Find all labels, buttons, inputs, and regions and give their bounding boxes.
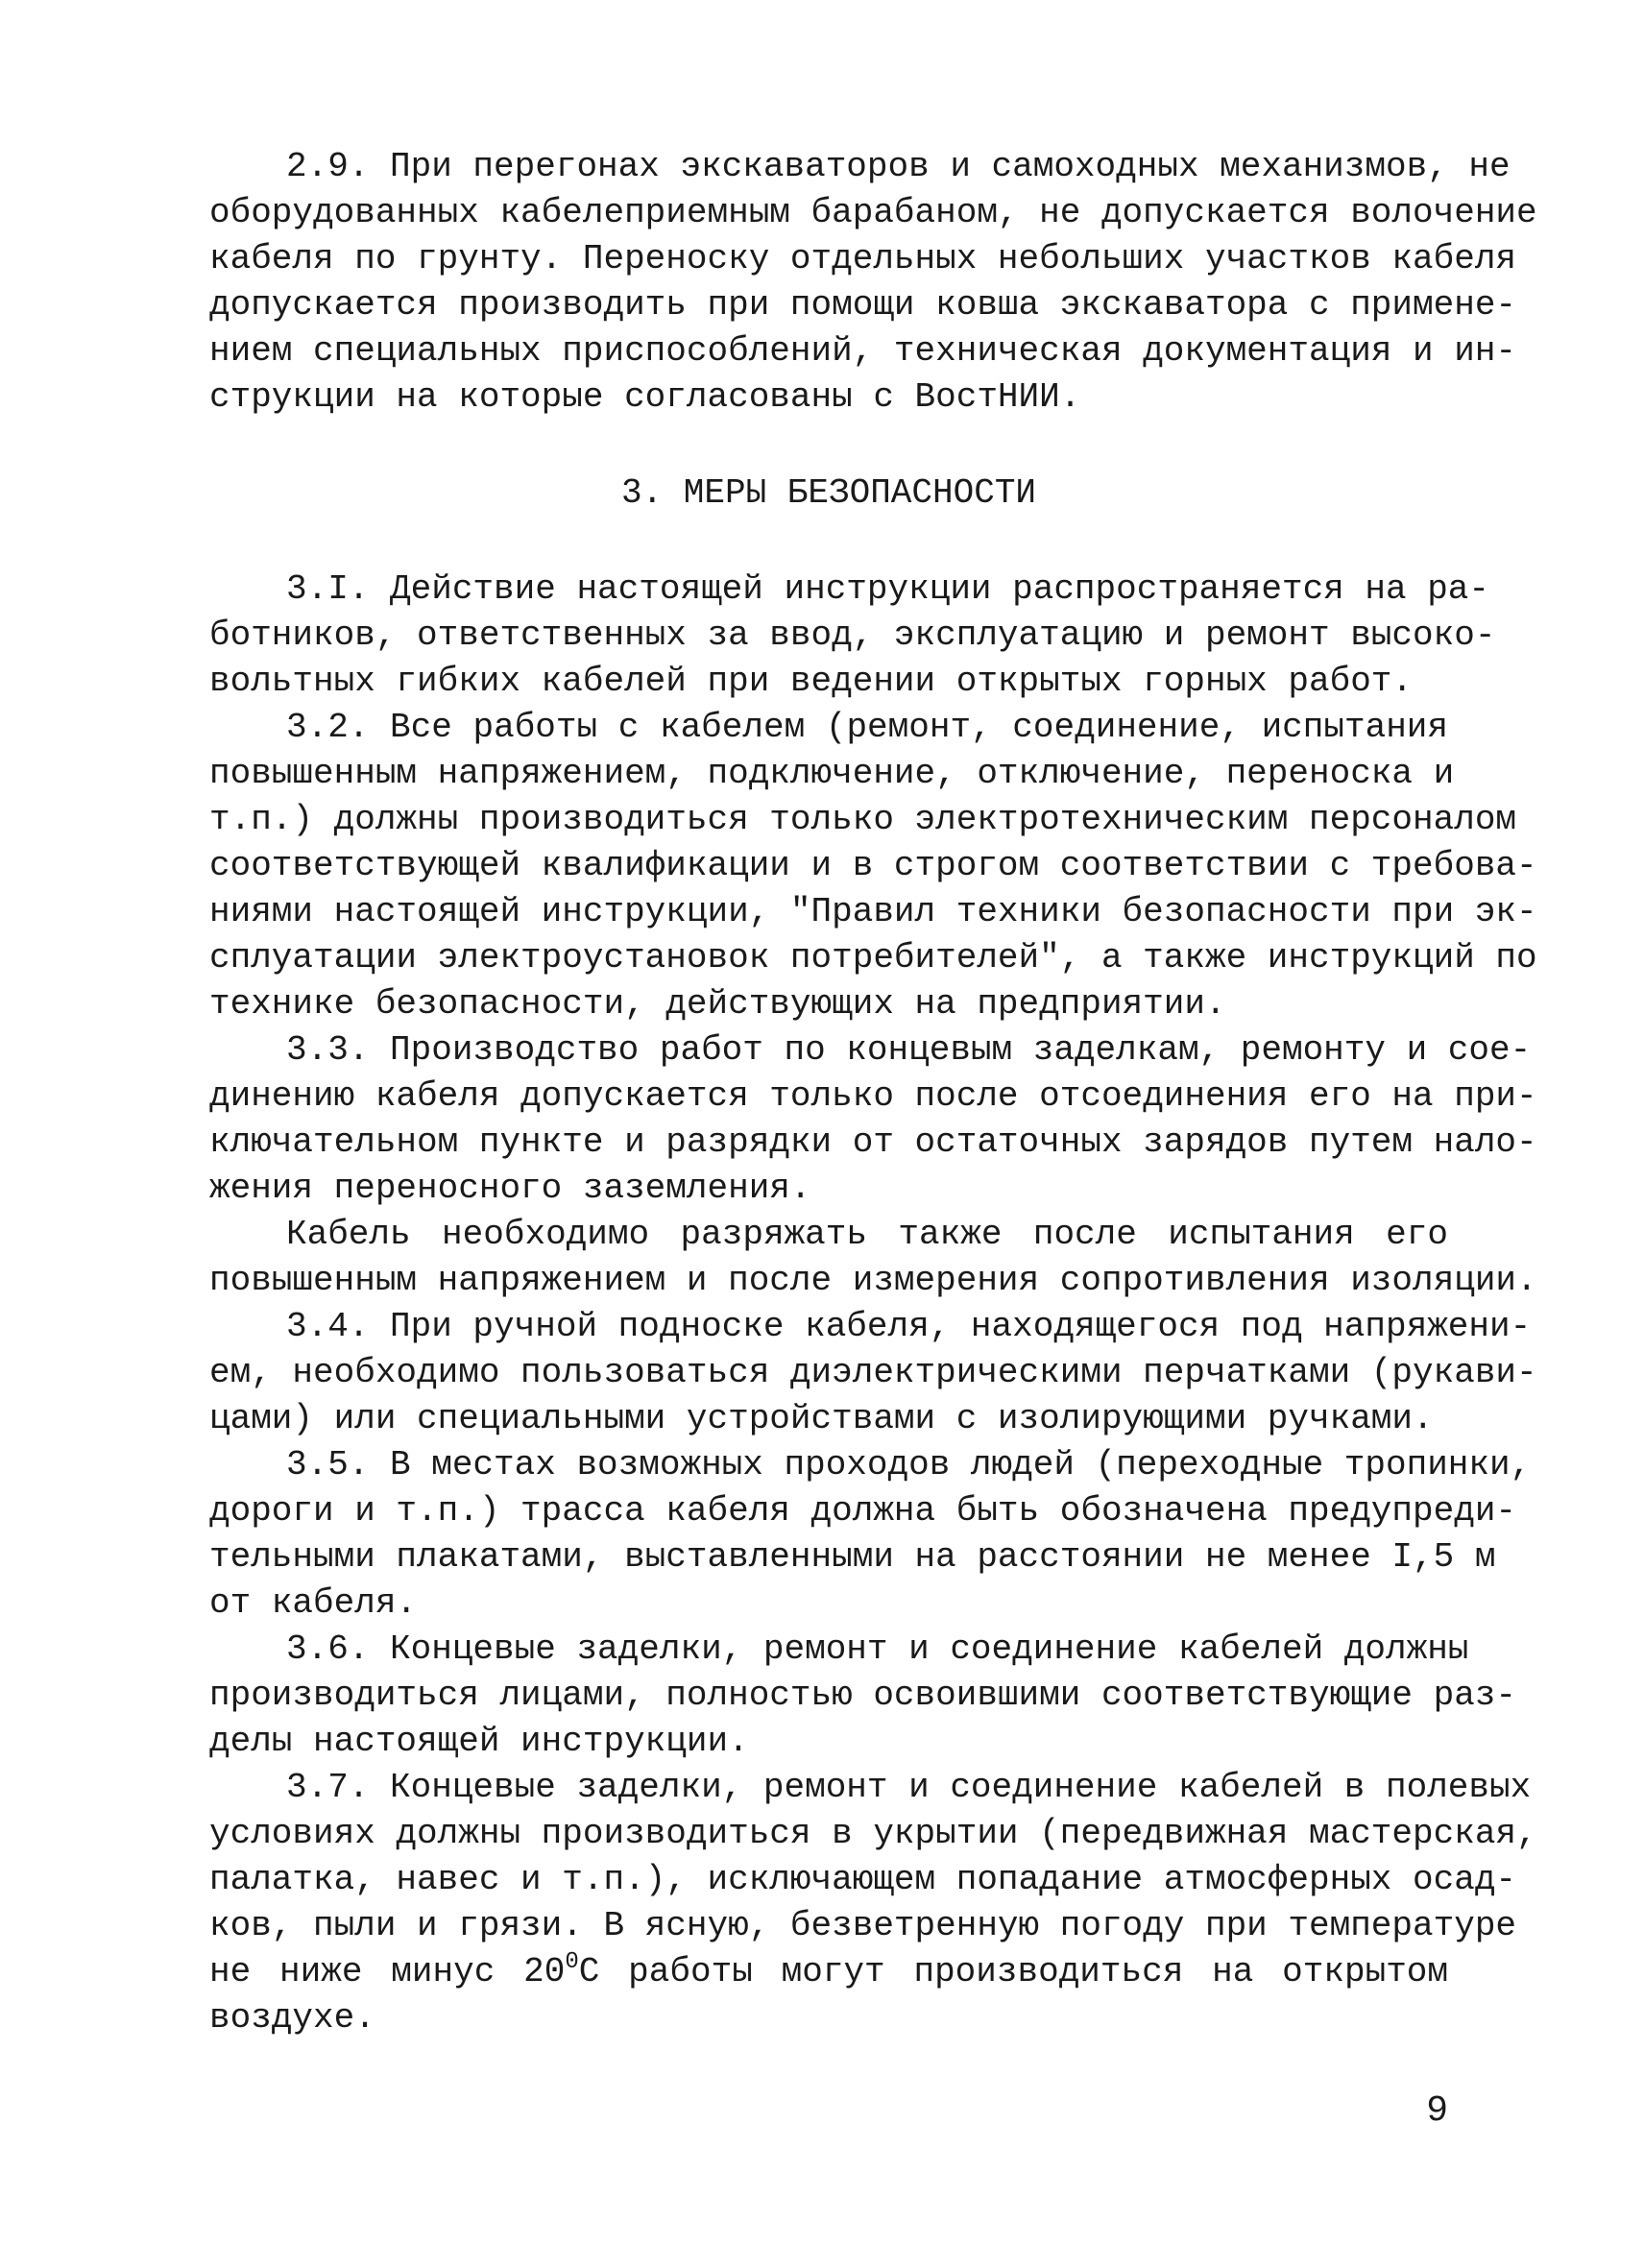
text-line [209,1811,1537,1857]
text-line [286,1304,1532,1350]
text-line-content: 3.2. Все работы с кабелем (ремонт, соединение, испытания [286,708,1448,747]
text-line-content: сплуатации электроустановок потребителей", а также инструкций по [209,938,1537,977]
text-line-content: т.п.) должны производиться только электротехническим персоналом [209,800,1517,839]
text-line-content: 3.3. Производство работ по концевым заделкам, ремонту и сое- [286,1030,1532,1070]
text-line [209,935,1537,981]
text-line [209,1995,1448,2041]
text-line [209,1857,1517,1903]
text-line-tail: С работы могут производиться на открытом [578,1952,1449,1991]
text-line [209,1719,1448,1765]
text-line [286,1442,1532,1488]
text-line-content: палатка, навес и т.п.), исключающем попадание атмосферных осад- [209,1860,1517,1899]
text-line [209,843,1537,889]
text-line-content: повышенным напряжением и после измерения сопротивления изоляции. [209,1261,1537,1300]
text-line [209,659,1448,705]
text-line [209,190,1537,236]
text-line-content: динению кабеля допускается только после отсоединения его на при- [209,1076,1537,1116]
text-line [209,1673,1517,1719]
text-line [209,374,1448,421]
superscript: 0 [565,1949,579,1975]
text-line [209,1350,1537,1396]
text-line-content: не ниже минус 20 [209,1952,566,1991]
text-line-content: ниями настоящей инструкции, "Правил техники безопасности при эк- [209,892,1537,931]
text-line-content: технике безопасности, действующих на предприятии. [209,984,1226,1024]
text-line-content: 3.6. Концевые заделки, ремонт и соединение кабелей должны [286,1629,1469,1669]
text-line [286,1212,1448,1258]
text-line [209,1534,1496,1580]
text-line-content: ем, необходимо пользоваться диэлектрическими перчатками (рукави- [209,1353,1537,1392]
text-line [209,1166,1448,1212]
text-line-content: 3.I. Действие настоящей инструкции распространяется на ра- [286,569,1490,609]
text-line-content: Кабель необходимо разряжать также после испытания его [286,1215,1448,1254]
text-line-content: воздухе. [209,1998,375,2038]
text-line-content: тельными плакатами, выставленными на расстоянии не менее I,5 м [209,1537,1496,1577]
text-line [209,1488,1517,1534]
text-line [286,1627,1469,1673]
text-line [286,567,1490,613]
text-line-content: оборудованных кабелеприемным барабаном, не допускается волочение [209,193,1537,232]
text-line [209,282,1517,328]
text-line-content: жения переносного заземления. [209,1169,811,1208]
text-line-content: 3.4. При ручной подноске кабеля, находящегося под напряжени- [286,1307,1532,1346]
text-line [209,1903,1517,1949]
text-line-content: цами) или специальными устройствами с изолирующими ручками. [209,1399,1434,1438]
text-line-content: 3.7. Концевые заделки, ремонт и соединение кабелей в полевых [286,1768,1532,1807]
text-line [209,1074,1537,1120]
text-line-content: от кабеля. [209,1583,418,1623]
text-line [286,1765,1532,1811]
text-line-content: струкции на которые согласованы с ВостНИИ. [209,377,1081,417]
text-line [209,236,1517,282]
text-line-content: ботников, ответственных за ввод, эксплуатацию и ремонт высоко- [209,615,1496,655]
text-line-content: делы настоящей инструкции. [209,1722,749,1761]
text-line [209,751,1455,797]
text-line [209,889,1537,935]
text-line-content: условиях должны производиться в укрытии (передвижная мастерская, [209,1814,1537,1853]
text-line-content: повышенным напряжением, подключение, отключение, переноска и [209,754,1455,793]
text-line-content: дороги и т.п.) трасса кабеля должна быть обозначена предупреди- [209,1491,1517,1531]
text-line [209,981,1448,1027]
text-line [209,1258,1537,1304]
text-line-content: производиться лицами, полностью освоившими соответствующие раз- [209,1676,1517,1715]
text-line [286,1027,1532,1074]
text-line-content: 3.5. В местах возможных проходов людей (переходные тропинки, [286,1445,1532,1484]
text-line-content: допускается производить при помощи ковша экскаватора с примене- [209,285,1517,325]
text-line [209,1120,1537,1166]
text-line [209,328,1517,374]
page-number: 9 [1426,2090,1448,2132]
text-line-content: нием специальных приспособлений, техническая документация и ин- [209,331,1517,371]
text-line [209,1949,1448,1995]
text-line [209,1580,1448,1627]
text-line-content: кабеля по грунту. Переноску отдельных небольших участков кабеля [209,239,1517,278]
text-line-content: вольтных гибких кабелей при ведении открытых горных работ. [209,662,1414,701]
text-line [286,144,1511,190]
text-line [286,705,1448,751]
text-line [209,797,1517,843]
section-heading: 3. МЕРЫ БЕЗОПАСНОСТИ [620,473,1037,513]
text-line-content: ключательном пункте и разрядки от остаточных зарядов путем нало- [209,1122,1537,1162]
text-line-content: соответствующей квалификации и в строгом соответствии с требова- [209,846,1537,885]
text-line-content: 2.9. При перегонах экскаваторов и самоходных механизмов, не [286,147,1511,186]
text-line-content: ков, пыли и грязи. В ясную, безветренную погоду при температуре [209,1906,1517,1945]
text-line [209,613,1496,659]
text-line [209,1396,1448,1442]
